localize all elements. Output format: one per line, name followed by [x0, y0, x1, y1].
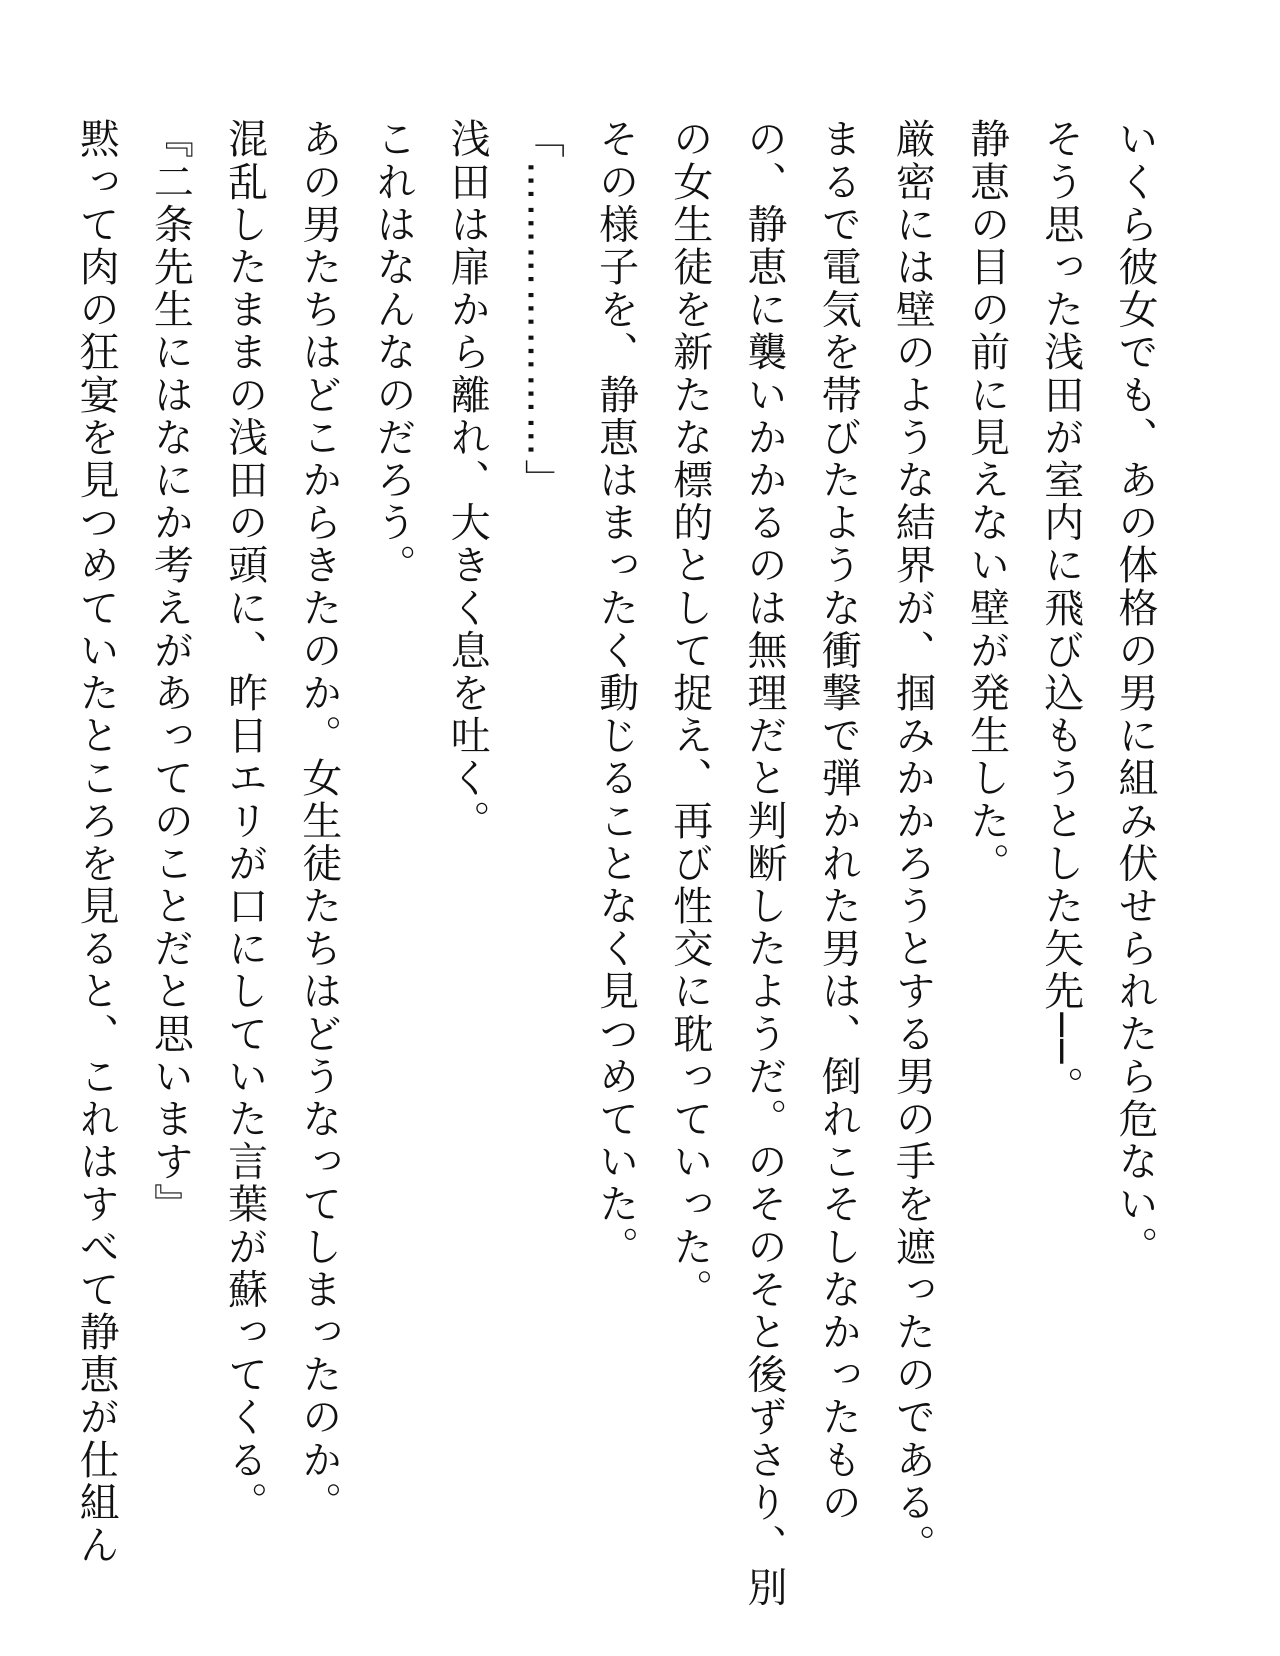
text-line: そう思った浅田が室内に飛び込もうとした矢先──。 — [1037, 118, 1084, 1109]
text-line: 混乱したままの浅田の頭に、昨日エリが口にしていた言葉が蘇ってくる。 — [221, 118, 268, 1524]
text-line: いくら彼女でも、あの体格の男に組み伏せられたら危ない。 — [1112, 118, 1158, 1269]
vertical-text-body — [59, 118, 1172, 1609]
text-line: まるで電気を帯びたような衝撃で弾かれた男は、倒れこそしなかったもの — [815, 118, 862, 1524]
text-line: これはなんなのだろう。 — [369, 118, 416, 587]
text-line: の女生徒を新たな標的として捉え、再び性交に耽っていった。 — [666, 118, 713, 1311]
quote-line: 『二条先生にはなにか考えがあってのことだと思います』 — [147, 118, 194, 1226]
text-line: 静恵の目の前に見えない壁が発生した。 — [963, 118, 1010, 885]
text-line: その様子を、静恵はまったく動じることなく見つめていた。 — [592, 118, 639, 1269]
text-line: 黙って肉の狂宴を見つめていたところを見ると、これはすべて静恵が仕組ん — [73, 118, 120, 1567]
text-line: の、静恵に襲いかかるのは無理だと判断したようだ。のそのそと後ずさり、別 — [740, 118, 787, 1609]
text-line: 浅田は扉から離れ、大きく息を吐く。 — [444, 118, 491, 843]
text-line: 厳密には壁のような結界が、掴みかかろうとする男の手を遮ったのである。 — [889, 118, 936, 1567]
text-line: あの男たちはどこからきたのか。女生徒たちはどうなってしまったのか。 — [295, 118, 342, 1524]
dialogue-line: 「…………………」 — [518, 118, 565, 502]
